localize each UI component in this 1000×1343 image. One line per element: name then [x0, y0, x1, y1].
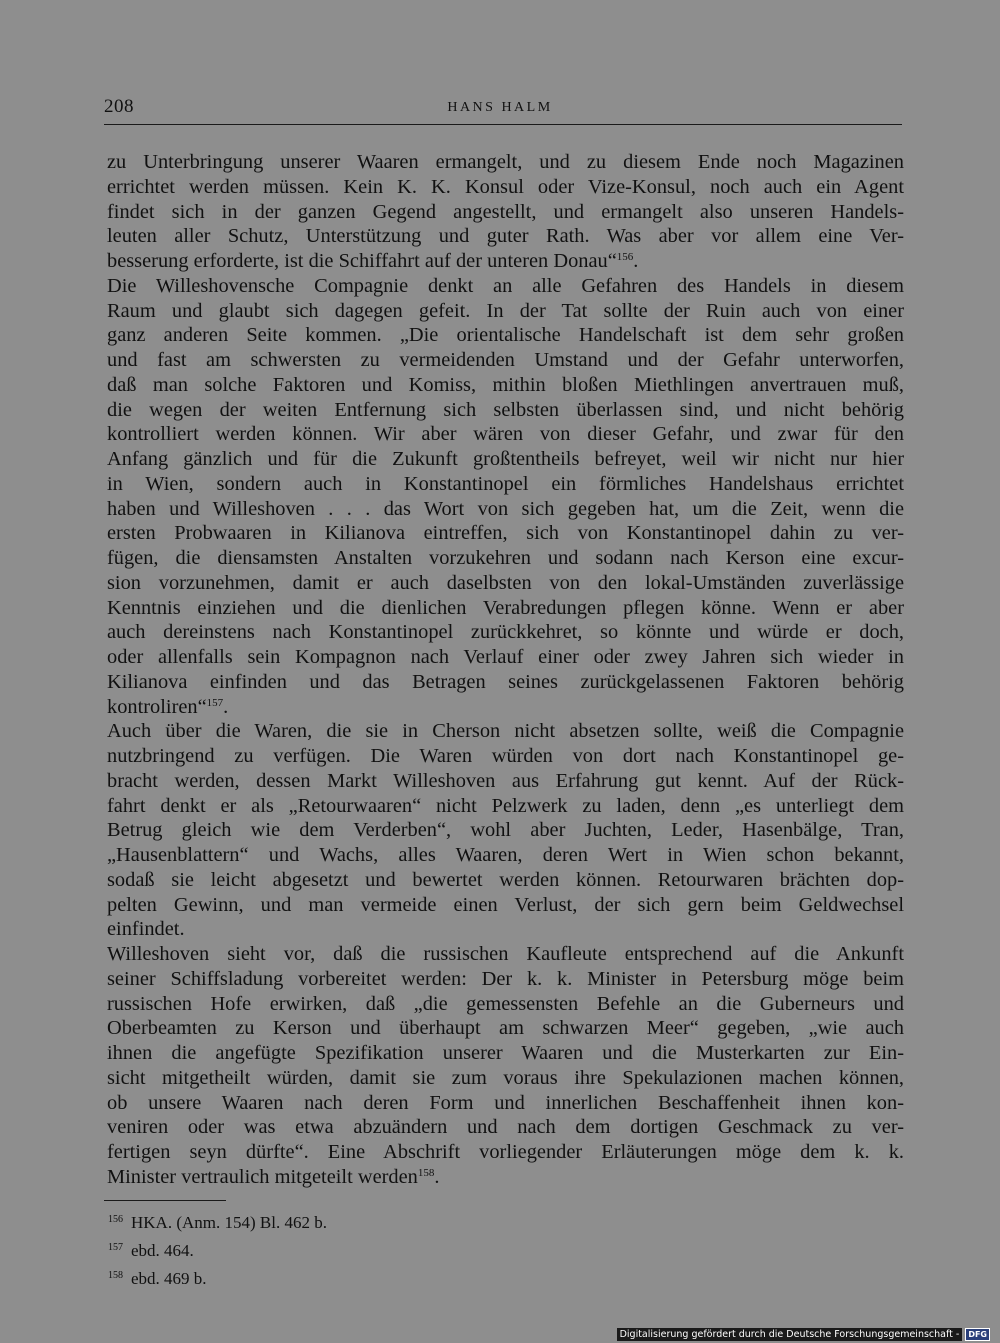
- text-line: einfindet.: [107, 918, 185, 941]
- footnote-number: 156: [108, 1214, 123, 1225]
- text-line: in Wien, sondern auch in Konstantinopel ein förmliches Handelshaus errichtet: [107, 472, 904, 495]
- text-line: seiner Schiffsladung vorbereitet werden: Der k. k. Minister in Petersburg möge beim: [107, 967, 904, 990]
- text-line: ersten Probwaaren in Kilianova eintreffen, sich von Konstantinopel dahin zu ver-: [107, 522, 904, 545]
- footnote: [108, 1207, 327, 1235]
- text-line: veniren oder was etwa abzuändern und nach dem dortigen Geschmack zu ver-: [107, 1116, 904, 1139]
- text-line: [107, 695, 904, 720]
- footnote-ref: 156: [616, 251, 634, 263]
- dfg-logo: DFG: [965, 1328, 990, 1341]
- text-line: bracht werden, dessen Markt Willeshoven aus Erfahrung gut kennt. Auf der Rück-: [107, 769, 904, 792]
- text-line: fertigen seyn dürfte“. Eine Abschrift vorliegender Erläuterungen möge dem k. k.: [107, 1141, 904, 1163]
- text-line: [107, 1165, 904, 1190]
- text-line: und fast am schwersten zu vermeidenden Umstand und der Gefahr unterworfen,: [107, 349, 904, 371]
- text-line: ganz anderen Seite kommen. „Die orientalische Handelschaft ist dem sehr großen: [107, 324, 904, 347]
- text-line: die wegen der weiten Entfernung sich selbsten überlassen sind, und nicht behörig: [107, 398, 904, 421]
- text-line: „Hausenblattern“ und Wachs, alles Waaren, deren Wert in Wien schon bekannt,: [107, 844, 904, 866]
- credit-bar: [617, 1328, 990, 1341]
- period: .: [434, 1165, 440, 1188]
- text-line: Kilianova einfinden und das Betragen seines zurückgelassenen Faktoren behörig: [107, 670, 904, 693]
- text-line: Betrug gleich wie dem Verderben“, wohl aber Juchten, Leder, Hasenbälge, Tran,: [107, 819, 904, 842]
- text-line: findet sich in der ganzen Gegend angestellt, und ermangelt also unseren Handels-: [107, 200, 904, 223]
- text-line: Die Willeshovensche Compagnie denkt an alle Gefahren des Handels in diesem: [107, 274, 904, 297]
- text-line: russischen Hofe erwirken, daß „die gemessensten Befehle an die Guberneurs und: [107, 992, 904, 1015]
- text-line-content: Minister vertraulich mitgeteilt werden: [107, 1165, 418, 1188]
- text-line: kontrolliert werden können. Wir aber wären von dieser Gefahr, und zwar für den: [107, 423, 904, 446]
- text-line-content: kontroliren“: [107, 695, 207, 718]
- period: .: [223, 695, 229, 718]
- text-line: oder allenfalls sein Kompagnon nach Verlauf einer oder zwey Jahren sich wieder in: [107, 646, 904, 668]
- text-line: leuten aller Schutz, Unterstützung und guter Rath. Was aber vor allem eine Ver-: [107, 225, 904, 248]
- body-text: [107, 150, 904, 1190]
- text-line: Oberbeamten zu Kerson und überhaupt am schwarzen Meer“ gegeben, „wie auch: [107, 1017, 904, 1040]
- text-line: fügen, die diensamsten Anstalten vorzukehren und sodann nach Kerson eine excur-: [107, 547, 904, 569]
- footnote-rule: [104, 1200, 226, 1201]
- footnote-number: 157: [108, 1242, 123, 1253]
- page-number: 208: [104, 96, 134, 117]
- footnote: [108, 1263, 327, 1291]
- text-line: auch dereinstens nach Konstantinopel zurückkehret, so könnte und würde er doch,: [107, 621, 904, 644]
- footnote-text: ebd. 469 b.: [131, 1269, 207, 1288]
- header-rule: [104, 124, 902, 125]
- footnote-number: 158: [108, 1270, 123, 1281]
- text-line: Anfang gänzlich und für die Zukunft großtentheils befreyet, weil wir nicht nur hier: [107, 448, 904, 470]
- text-line: Raum und glaubt sich dagegen gefeit. In der Tat sollte der Ruin auch von einer: [107, 299, 904, 322]
- text-line: sicht mitgetheilt würden, damit sie zum voraus ihre Spekulazionen machen können,: [107, 1066, 904, 1089]
- running-head: HANS HALM: [447, 100, 553, 115]
- text-line: Auch über die Waren, die sie in Cherson nicht absetzen sollte, weiß die Compagnie: [107, 720, 904, 743]
- footnotes: [108, 1207, 327, 1291]
- footnote-text: ebd. 464.: [131, 1241, 194, 1260]
- text-line-content: besserung erforderte, ist die Schiffahrt auf der unteren Donau“: [107, 250, 617, 272]
- text-line: zu Unterbringung unserer Waaren ermangelt, und zu diesem Ende noch Magazinen: [107, 151, 904, 173]
- text-line: ob unsere Waaren nach deren Form und innerlichen Beschaffenheit ihnen kon-: [107, 1091, 904, 1114]
- footnote-ref: 158: [417, 1166, 435, 1179]
- text-line: haben und Willeshoven . . . das Wort von sich gegeben hat, um die Zeit, wenn die: [107, 497, 904, 520]
- text-line: fahrt denkt er als „Retourwaaren“ nicht Pelzwerk zu laden, denn „es unterliegt dem: [107, 794, 904, 817]
- text-line: nutzbringend zu verfügen. Die Waren würden von dort nach Konstantinopel ge-: [107, 745, 904, 767]
- period: .: [633, 250, 639, 272]
- text-line: Willeshoven sieht vor, daß die russischen Kaufleute entsprechend auf die Ankunft: [107, 943, 904, 965]
- text-line: pelten Gewinn, und man vermeide einen Verlust, der sich gern beim Geldwechsel: [107, 893, 904, 916]
- footnote: [108, 1235, 327, 1263]
- footnote-text: HKA. (Anm. 154) Bl. 462 b.: [131, 1213, 327, 1232]
- text-line: Kenntnis einziehen und die dienlichen Verabredungen pflegen könne. Wenn er aber: [107, 596, 904, 619]
- text-line: sion vorzunehmen, damit er auch daselbsten von den lokal-Umständen zuverlässige: [107, 571, 904, 594]
- text-line: errichtet werden müssen. Kein K. K. Konsul oder Vize-Konsul, noch auch ein Agent: [107, 175, 904, 198]
- footnote-ref: 157: [206, 696, 224, 709]
- text-line: sodaß sie leicht abgesetzt und bewertet werden können. Retourwaren brächten dop-: [107, 868, 904, 891]
- credit-text: Digitalisierung gefördert durch die Deutsche Forschungsgemeinschaft -: [617, 1328, 963, 1341]
- text-line: ihnen die angefügte Spezifikation unserer Waaren und die Musterkarten zur Ein-: [107, 1042, 904, 1064]
- text-line: [107, 249, 904, 274]
- text-line: daß man solche Faktoren und Komiss, mithin bloßen Miethlingen anvertrauen muß,: [107, 373, 904, 396]
